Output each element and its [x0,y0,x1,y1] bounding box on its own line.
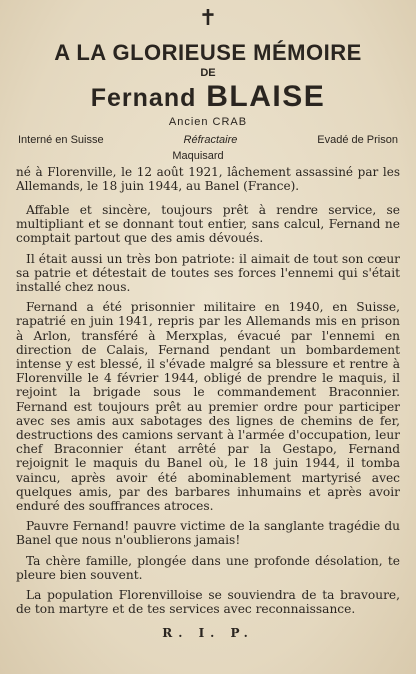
birth-death-statement: né à Florenville, le 12 août 1921, lâchement assassiné par les Allemands, le 18 juin 1944, au Banel (France). [16,165,400,193]
paragraph: La population Florenvilloise se souviendra de ta bravoure, de ton martyre et de tes services avec reconnaissance. [16,588,400,617]
paragraph: Affable et sincère, toujours prêt à rendre service, se multipliant et se donnant tout entier, sans calcul, Fernand ne comptait partout que des amis dévoués. [16,203,400,246]
paragraph: Il était aussi un très bon patriote: il aimait de tout son cœur sa patrie et détestait de toutes ses forces l'ennemi qui s'était installé chez nous. [16,251,400,295]
de-label: DE [200,67,216,79]
memorial-text [16,203,400,616]
ancien-crab: Ancien CRAB [168,116,248,128]
paragraph: Pauvre Fernand! pauvre victime de la sanglante tragédie du Banel que nous n'oublierons jamais! [16,519,400,548]
last-name: BLAISE [206,80,326,113]
paragraph: Fernand a été prisonnier militaire en 1940, en Suisse, rapatrié en juin 1941, repris par les Allemands mis en prison à Arlon, transféré à Merxplas, évacué par l'ennemi en direction de Calais, Fernand pendant un bombardement intense y est blessé, il s'évade malgré sa blessure et rentre à Florenville le 4 février 1944, obligé de prendre le maquis, il rejoint la brigade sous le commandement Braconnier. Fernand est toujours prêt au premier ordre pour participer avec ses amis aux sabotages des lignes de chemins de fer, destructions des camions servant à l'armée d'occupation, leur chef Braconnier étant arrêté par la Gestapo, Fernand rejoignit le maquis du Banel où, le 18 juin 1944, il tomba vaincu, après avoir été abominablement martyrisé avec quelques amis, par des barbares inhumains et après avoir enduré des souffrances atroces. [16,300,400,514]
paragraph: Ta chère famille, plongée dans une profonde désolation, te pleure bien souvent. [16,553,400,582]
first-name: Fernand [90,84,197,112]
rip-footer: R. I. P. [162,626,254,641]
title-interne: Interné en Suisse [18,134,104,146]
title-refractaire: Réfractaire [183,134,238,146]
deceased-name [16,80,400,115]
memorial-title: A LA GLORIEUSE MÉMOIRE [54,40,362,65]
cross-icon: ✝ [198,6,218,31]
title-evade: Evadé de Prison [317,134,398,146]
title-maquisard: Maquisard [172,150,224,162]
titles-row [16,133,400,147]
